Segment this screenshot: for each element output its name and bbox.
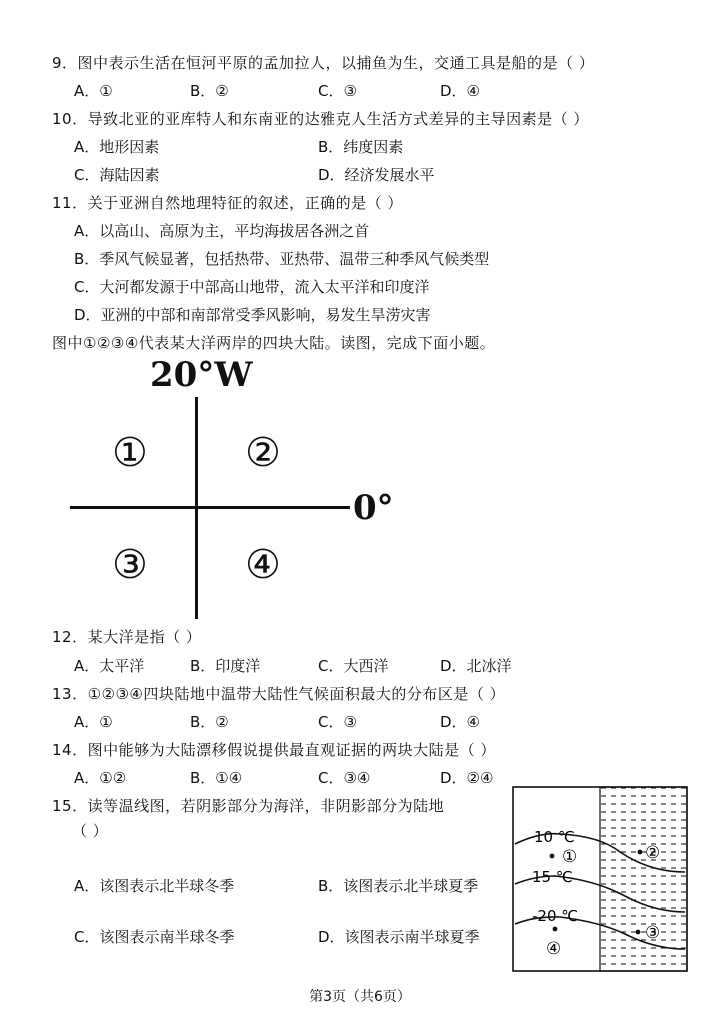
- page-footer: 第3页（共6页）: [309, 989, 411, 1005]
- point-1-label: ①: [562, 847, 578, 867]
- q13-option-c: C．③: [318, 713, 357, 731]
- q9-option-c: C．③: [318, 82, 357, 100]
- region-4: ④: [245, 542, 281, 588]
- q11-option-d: D．亚洲的中部和南部常受季风影响，易发生旱涝灾害: [74, 306, 431, 324]
- point-4-label: ④: [546, 939, 562, 959]
- region-3: ③: [112, 542, 148, 588]
- q14-option-b: B．①④: [190, 769, 243, 787]
- point-2-label: ②: [645, 843, 661, 863]
- equator-label: 0°: [353, 488, 394, 528]
- question-13-stem: 13．①②③④四块陆地中温带大陆性气候面积最大的分布区是（ ）: [52, 685, 506, 703]
- meridian-label: 20°W: [150, 355, 253, 395]
- question-11-stem: 11．关于亚洲自然地理特征的叙述，正确的是（ ）: [52, 194, 403, 212]
- question-10-stem: 10．导致北亚的亚库特人和东南亚的达雅克人生活方式差异的主导因素是（ ）: [52, 110, 589, 128]
- q15-option-d: D．该图表示南半球夏季: [318, 928, 480, 946]
- q12-option-d: D．北冰洋: [440, 657, 512, 675]
- q15-option-c: C．该图表示南半球冬季: [74, 928, 235, 946]
- q9-option-b: B．②: [190, 82, 229, 100]
- q13-option-d: D．④: [440, 713, 480, 731]
- isotherm-label-10: 10 ℃: [534, 828, 575, 846]
- ocean-shaded-area: [600, 787, 687, 971]
- q15-option-b: B．该图表示北半球夏季: [318, 877, 479, 895]
- point-4-dot: [553, 927, 558, 932]
- region-2: ②: [245, 430, 281, 476]
- q10-option-c: C．海陆因素: [74, 166, 160, 184]
- question-14-stem: 14．图中能够为大陆漂移假说提供最直观证据的两块大陆是（ ）: [52, 741, 496, 759]
- q10-option-d: D．经济发展水平: [318, 166, 435, 184]
- q10-option-b: B．纬度因素: [318, 138, 404, 156]
- point-1-dot: [550, 854, 555, 859]
- isotherm-label-15: 15 ℃: [532, 868, 573, 886]
- point-3-dot: [636, 930, 641, 935]
- q11-option-a: A．以高山、高原为主，平均海拔居各洲之首: [74, 222, 370, 240]
- equator-line: [70, 506, 350, 509]
- q14-option-a: A．①②: [74, 769, 127, 787]
- q9-option-a: A．①: [74, 82, 113, 100]
- continents-figure: [60, 355, 400, 620]
- figure-intro: 图中①②③④代表某大洋两岸的四块大陆。读图，完成下面小题。: [52, 334, 496, 352]
- q12-option-b: B．印度洋: [190, 657, 261, 675]
- isotherm-figure: [510, 784, 690, 974]
- question-12-stem: 12．某大洋是指（ ）: [52, 628, 202, 646]
- isotherm-label-minus-20: -20 ℃: [532, 907, 579, 925]
- question-15-stem: 15．读等温线图，若阴影部分为海洋，非阴影部分为陆地: [52, 797, 445, 815]
- question-9-stem: 9．图中表示生活在恒河平原的孟加拉人，以捕鱼为生，交通工具是船的是（ ）: [52, 54, 595, 72]
- region-1: ①: [112, 430, 148, 476]
- point-2-dot: [638, 850, 643, 855]
- q15-option-a: A．该图表示北半球冬季: [74, 877, 235, 895]
- point-3-label: ③: [645, 923, 661, 943]
- q11-option-c: C．大河都发源于中部高山地带，流入太平洋和印度洋: [74, 278, 430, 296]
- q9-option-d: D．④: [440, 82, 480, 100]
- q11-option-b: B．季风气候显著，包括热带、亚热带、温带三种季风气候类型: [74, 250, 490, 268]
- q10-option-a: A．地形因素: [74, 138, 160, 156]
- question-15-blank: （ ）: [72, 822, 109, 840]
- q13-option-a: A．①: [74, 713, 113, 731]
- q14-option-d: D．②④: [440, 769, 494, 787]
- q13-option-b: B．②: [190, 713, 229, 731]
- q12-option-a: A．太平洋: [74, 657, 145, 675]
- q12-option-c: C．大西洋: [318, 657, 389, 675]
- q14-option-c: C．③④: [318, 769, 371, 787]
